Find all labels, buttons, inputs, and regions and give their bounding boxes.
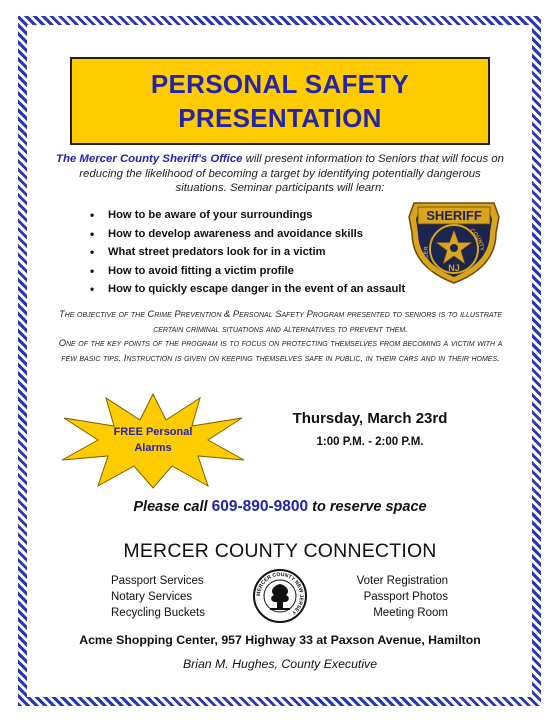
intro-organization: The Mercer County Sheriff's Office [56, 153, 243, 165]
county-executive: Brian M. Hughes, County Executive [182, 657, 378, 671]
seal-text: MERCER COUNTY NEW JERSEY [255, 571, 305, 616]
list-item: • How to quickly escape danger in the event of an assault [90, 280, 420, 299]
promo-line-2: Alarms [134, 442, 172, 454]
badge-left-text: MERCER [423, 246, 436, 272]
sheriff-badge-icon [404, 197, 504, 285]
call-suffix: to reserve space [308, 499, 427, 515]
event-date: Thursday, March 23rd [292, 410, 448, 427]
list-item: • How to be aware of your surroundings [90, 206, 420, 225]
service-item: Recycling Buckets [111, 607, 205, 619]
connection-title: MERCER COUNTY CONNECTION [123, 540, 437, 562]
event-time: 1:00 P.M. - 2:00 P.M. [316, 436, 424, 448]
title-line-1: PERSONAL SAFETY [150, 69, 410, 99]
title-line-2: PRESENTATION [178, 103, 382, 133]
call-prefix: Please call [133, 499, 212, 515]
intro-text: will present information to Seniors that will focus on reducing the likelihood of becoming a target by identifying potentially dangerous situations. Seminar participants will learn: [79, 153, 504, 194]
intro-paragraph [55, 152, 505, 196]
service-item: Passport Photos [363, 591, 448, 603]
county-seal-icon [252, 568, 308, 624]
badge-top-text: SHERIFF [426, 208, 482, 223]
list-item: • How to develop awareness and avoidance skills [90, 225, 420, 244]
learning-points-list [90, 206, 420, 299]
service-item: Meeting Room [373, 607, 448, 619]
title-banner [70, 57, 490, 145]
phone-number: 609-890-9800 [211, 498, 309, 515]
badge-state-text: NJ [448, 263, 460, 273]
service-item: Passport Services [111, 575, 204, 587]
objective-text [58, 307, 503, 365]
venue-address: Acme Shopping Center, 957 Highway 33 at Paxson Avenue, Hamilton [79, 633, 481, 647]
reservation-call [40, 498, 520, 516]
list-item: • What street predators look for in a victim [90, 243, 420, 262]
services-left-column [111, 573, 205, 621]
promo-line-1: FREE Personal [113, 426, 193, 438]
services-right-column [357, 573, 448, 621]
list-item: • How to avoid fitting a victim profile [90, 262, 420, 281]
free-alarms-promo [78, 424, 228, 456]
objective-paragraph-2: One of the key points of the program is to focus on protecting themselves from becoming a victim with a few basic tips. Instruction is given on keeping themselves safe in public, in their cars and in their homes. [58, 337, 503, 363]
badge-right-text: COUNTY [468, 227, 485, 252]
objective-paragraph-1: The objective of the Crime Prevention & Personal Safety Program presented to seniors is to illustrate certain criminal situations and alternatives to prevent them. [58, 308, 502, 334]
service-item: Notary Services [111, 591, 193, 603]
service-item: Voter Registration [356, 575, 448, 587]
